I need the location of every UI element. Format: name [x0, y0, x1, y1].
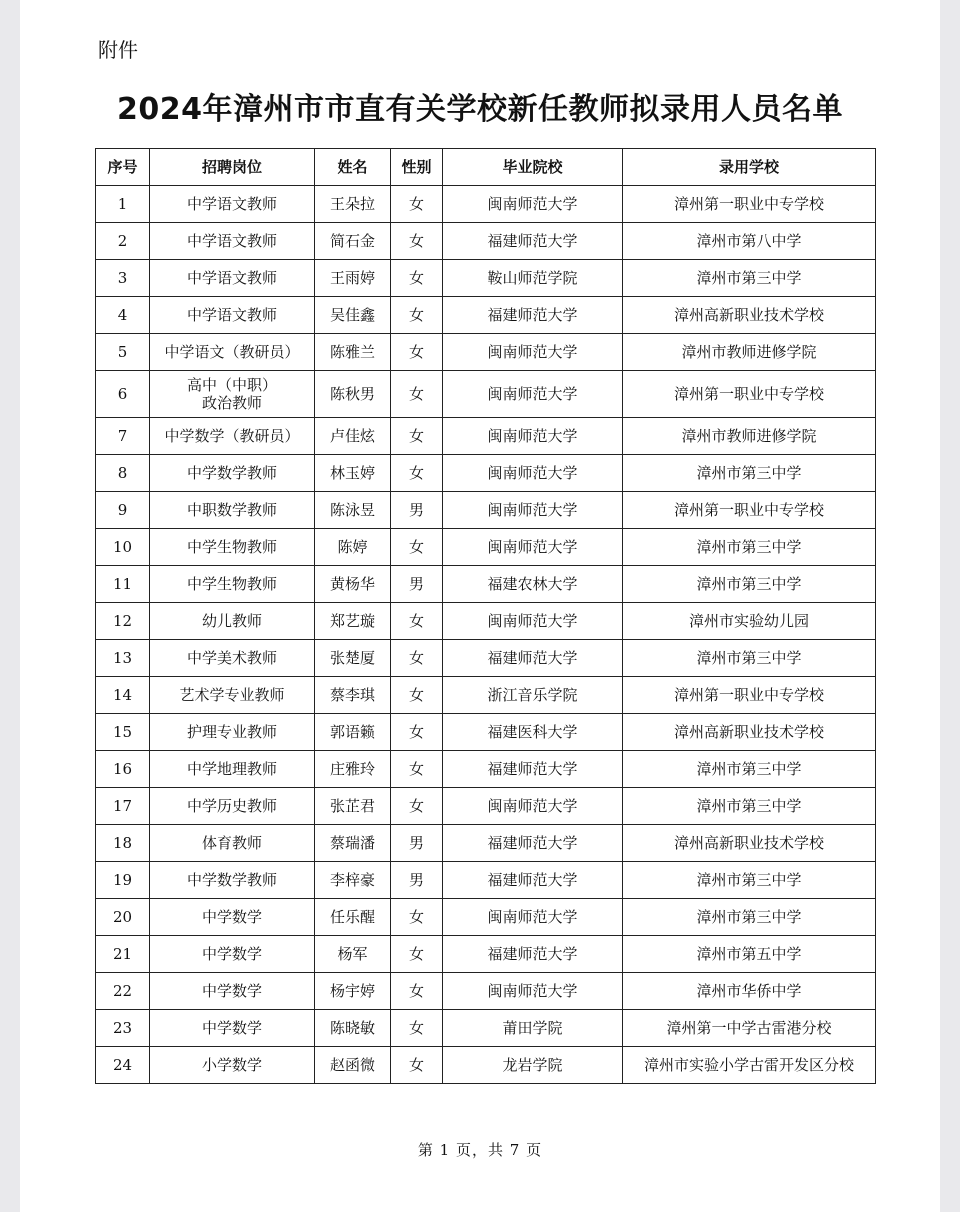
cell-sex: 女: [391, 334, 443, 371]
cell-name: 陈晓敏: [315, 1010, 391, 1047]
cell-name: 张楚厦: [315, 640, 391, 677]
cell-post: 小学数学: [150, 1047, 315, 1084]
header-hiring-school: 录用学校: [623, 149, 876, 186]
cell-school: 闽南师范大学: [443, 529, 623, 566]
cell-hiring-school: 漳州市第三中学: [623, 788, 876, 825]
cell-number: 11: [96, 566, 150, 603]
table-row: [96, 788, 876, 825]
cell-school: 闽南师范大学: [443, 186, 623, 223]
cell-school: 闽南师范大学: [443, 334, 623, 371]
cell-post: 中学语文（教研员）: [150, 334, 315, 371]
cell-school: 福建农林大学: [443, 566, 623, 603]
cell-number: 12: [96, 603, 150, 640]
cell-number: 13: [96, 640, 150, 677]
cell-name: 杨军: [315, 936, 391, 973]
table-row: [96, 529, 876, 566]
cell-school: 闽南师范大学: [443, 492, 623, 529]
cell-school: 福建师范大学: [443, 297, 623, 334]
cell-hiring-school: 漳州市华侨中学: [623, 973, 876, 1010]
cell-name: 蔡李琪: [315, 677, 391, 714]
cell-school: 浙江音乐学院: [443, 677, 623, 714]
cell-school: 闽南师范大学: [443, 603, 623, 640]
table-row: [96, 223, 876, 260]
header-school: 毕业院校: [443, 149, 623, 186]
cell-post: 中学数学: [150, 1010, 315, 1047]
hiring-list-table: [95, 148, 876, 1084]
cell-number: 10: [96, 529, 150, 566]
cell-number: 16: [96, 751, 150, 788]
attachment-label: 附件: [98, 38, 138, 62]
cell-number: 20: [96, 899, 150, 936]
cell-sex: 女: [391, 714, 443, 751]
cell-school: 福建师范大学: [443, 640, 623, 677]
cell-school: 福建师范大学: [443, 223, 623, 260]
cell-hiring-school: 漳州第一职业中专学校: [623, 677, 876, 714]
table-row: [96, 714, 876, 751]
cell-post: 中学生物教师: [150, 566, 315, 603]
table-row: [96, 973, 876, 1010]
cell-name: 任乐醒: [315, 899, 391, 936]
cell-name: 王雨婷: [315, 260, 391, 297]
cell-name: 卢佳炫: [315, 418, 391, 455]
cell-number: 24: [96, 1047, 150, 1084]
cell-post: 中学美术教师: [150, 640, 315, 677]
table-row: [96, 603, 876, 640]
cell-post: 中学数学: [150, 973, 315, 1010]
cell-hiring-school: 漳州市第八中学: [623, 223, 876, 260]
cell-name: 杨宇婷: [315, 973, 391, 1010]
cell-hiring-school: 漳州高新职业技术学校: [623, 714, 876, 751]
table-header-row: [96, 149, 876, 186]
cell-name: 吴佳鑫: [315, 297, 391, 334]
table-row: [96, 677, 876, 714]
cell-school: 莆田学院: [443, 1010, 623, 1047]
cell-school: 福建师范大学: [443, 936, 623, 973]
cell-name: 陈雅兰: [315, 334, 391, 371]
cell-post: 中学数学教师: [150, 862, 315, 899]
cell-hiring-school: 漳州市第三中学: [623, 862, 876, 899]
cell-sex: 女: [391, 455, 443, 492]
cell-number: 15: [96, 714, 150, 751]
cell-hiring-school: 漳州市实验小学古雷开发区分校: [623, 1047, 876, 1084]
cell-sex: 女: [391, 640, 443, 677]
cell-name: 简石金: [315, 223, 391, 260]
cell-name: 张芷君: [315, 788, 391, 825]
cell-number: 8: [96, 455, 150, 492]
table-row: [96, 1047, 876, 1084]
cell-number: 4: [96, 297, 150, 334]
cell-sex: 女: [391, 603, 443, 640]
table-row: [96, 492, 876, 529]
cell-number: 17: [96, 788, 150, 825]
cell-sex: 女: [391, 260, 443, 297]
cell-sex: 女: [391, 677, 443, 714]
cell-post: 中学数学: [150, 899, 315, 936]
cell-post: 体育教师: [150, 825, 315, 862]
cell-name: 陈婷: [315, 529, 391, 566]
cell-school: 闽南师范大学: [443, 455, 623, 492]
cell-hiring-school: 漳州市第三中学: [623, 640, 876, 677]
cell-post-line: 高中（中职）: [186, 376, 277, 394]
cell-number: 7: [96, 418, 150, 455]
cell-post-line: 政治教师: [201, 394, 262, 412]
cell-school: 福建师范大学: [443, 751, 623, 788]
cell-hiring-school: 漳州市实验幼儿园: [623, 603, 876, 640]
cell-name: 李梓豪: [315, 862, 391, 899]
cell-hiring-school: 漳州市第三中学: [623, 751, 876, 788]
cell-post: 中学数学（教研员）: [150, 418, 315, 455]
cell-number: 18: [96, 825, 150, 862]
header-post: 招聘岗位: [150, 149, 315, 186]
document-title: 2024年漳州市市直有关学校新任教师拟录用人员名单: [117, 92, 843, 127]
cell-hiring-school: 漳州市第三中学: [623, 455, 876, 492]
cell-number: 5: [96, 334, 150, 371]
cell-sex: 男: [391, 566, 443, 603]
cell-name: 林玉婷: [315, 455, 391, 492]
cell-sex: 男: [391, 862, 443, 899]
cell-school: 福建医科大学: [443, 714, 623, 751]
cell-sex: 女: [391, 529, 443, 566]
cell-number: 22: [96, 973, 150, 1010]
cell-number: 21: [96, 936, 150, 973]
cell-number: 6: [96, 371, 150, 418]
cell-number: 2: [96, 223, 150, 260]
header-name: 姓名: [315, 149, 391, 186]
cell-post: 护理专业教师: [150, 714, 315, 751]
cell-sex: 男: [391, 825, 443, 862]
cell-name: 陈泳昱: [315, 492, 391, 529]
cell-sex: 女: [391, 186, 443, 223]
cell-hiring-school: 漳州高新职业技术学校: [623, 297, 876, 334]
cell-hiring-school: 漳州市第三中学: [623, 899, 876, 936]
table-row: [96, 334, 876, 371]
cell-post: 中职数学教师: [150, 492, 315, 529]
cell-post: 中学数学教师: [150, 455, 315, 492]
cell-hiring-school: 漳州市教师进修学院: [623, 418, 876, 455]
cell-sex: 女: [391, 1010, 443, 1047]
cell-hiring-school: 漳州市第三中学: [623, 566, 876, 603]
cell-name: 赵函微: [315, 1047, 391, 1084]
cell-post: 中学生物教师: [150, 529, 315, 566]
cell-hiring-school: 漳州第一职业中专学校: [623, 492, 876, 529]
table-row: [96, 899, 876, 936]
cell-name: 陈秋男: [315, 371, 391, 418]
cell-name: 蔡瑞潘: [315, 825, 391, 862]
cell-sex: 女: [391, 371, 443, 418]
cell-post: 中学地理教师: [150, 751, 315, 788]
cell-post: 中学语文教师: [150, 297, 315, 334]
cell-sex: 女: [391, 899, 443, 936]
cell-number: 9: [96, 492, 150, 529]
cell-sex: 女: [391, 418, 443, 455]
cell-name: 黄杨华: [315, 566, 391, 603]
cell-post: 中学语文教师: [150, 186, 315, 223]
cell-sex: 女: [391, 936, 443, 973]
table-row: [96, 260, 876, 297]
cell-hiring-school: 漳州市第三中学: [623, 260, 876, 297]
cell-school: 闽南师范大学: [443, 899, 623, 936]
cell-post: 幼儿教师: [150, 603, 315, 640]
cell-school: 福建师范大学: [443, 862, 623, 899]
table-row: [96, 371, 876, 418]
table-row: [96, 640, 876, 677]
cell-post: [150, 371, 315, 418]
cell-number: 19: [96, 862, 150, 899]
cell-number: 3: [96, 260, 150, 297]
cell-post: 中学历史教师: [150, 788, 315, 825]
table-row: [96, 751, 876, 788]
cell-name: 郑艺璇: [315, 603, 391, 640]
table-row: [96, 418, 876, 455]
cell-sex: 女: [391, 223, 443, 260]
cell-school: 闽南师范大学: [443, 973, 623, 1010]
header-sex: 性别: [391, 149, 443, 186]
cell-name: 庄雅玲: [315, 751, 391, 788]
cell-school: 鞍山师范学院: [443, 260, 623, 297]
cell-hiring-school: 漳州第一职业中专学校: [623, 371, 876, 418]
document-page: [20, 0, 940, 1212]
table-row: [96, 936, 876, 973]
cell-sex: 女: [391, 751, 443, 788]
cell-sex: 女: [391, 973, 443, 1010]
table-row: [96, 455, 876, 492]
table-row: [96, 862, 876, 899]
page-footer: 第 1 页，共 7 页: [417, 1141, 543, 1159]
table-row: [96, 566, 876, 603]
table-row: [96, 297, 876, 334]
cell-sex: 女: [391, 788, 443, 825]
cell-post: 艺术学专业教师: [150, 677, 315, 714]
cell-number: 23: [96, 1010, 150, 1047]
cell-school: 闽南师范大学: [443, 788, 623, 825]
cell-school: 福建师范大学: [443, 825, 623, 862]
cell-sex: 男: [391, 492, 443, 529]
cell-school: 闽南师范大学: [443, 418, 623, 455]
cell-post: 中学语文教师: [150, 223, 315, 260]
table-row: [96, 825, 876, 862]
cell-hiring-school: 漳州市第三中学: [623, 529, 876, 566]
cell-post: 中学语文教师: [150, 260, 315, 297]
cell-hiring-school: 漳州第一职业中专学校: [623, 186, 876, 223]
header-number: 序号: [96, 149, 150, 186]
cell-hiring-school: 漳州市教师进修学院: [623, 334, 876, 371]
cell-hiring-school: 漳州高新职业技术学校: [623, 825, 876, 862]
table-row: [96, 186, 876, 223]
cell-hiring-school: 漳州市第五中学: [623, 936, 876, 973]
cell-number: 1: [96, 186, 150, 223]
cell-sex: 女: [391, 1047, 443, 1084]
cell-number: 14: [96, 677, 150, 714]
cell-post: 中学数学: [150, 936, 315, 973]
cell-name: 郭语籁: [315, 714, 391, 751]
cell-hiring-school: 漳州第一中学古雷港分校: [623, 1010, 876, 1047]
table-row: [96, 1010, 876, 1047]
cell-school: 龙岩学院: [443, 1047, 623, 1084]
cell-school: 闽南师范大学: [443, 371, 623, 418]
cell-sex: 女: [391, 297, 443, 334]
cell-name: 王朵拉: [315, 186, 391, 223]
